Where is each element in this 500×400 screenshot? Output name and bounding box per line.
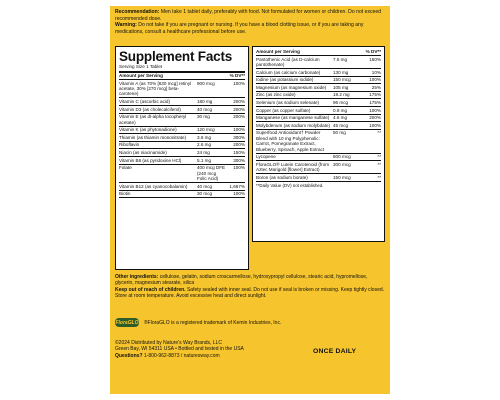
nutrient-dv: 175% (369, 99, 381, 105)
nutrient-name: Magnesium (as magnesium oxide) (256, 84, 327, 90)
nutrient-name: FloraGLO® Lutein Carotenoid (from Aztec Marigold [flower] Extract) (256, 161, 330, 173)
nutrient-dv: ** (377, 130, 381, 136)
nutrient-name: Selenium (as sodium selenate) (256, 99, 320, 105)
nutrient-name: Lycopene (256, 154, 276, 160)
nutrient-amount: 400 mcg DFE (240 mcg Folic Acid) (197, 165, 226, 181)
nutrient-row (119, 157, 245, 165)
nutrient-row (119, 183, 245, 191)
nutrient-dv: 300% (233, 157, 245, 163)
nutrient-row (256, 77, 381, 85)
nutrient-name: Biotin (119, 191, 131, 197)
warning: Warning: Do not take if you are pregnant or nursing. If you have a blood clotting issue, or if you are taking any medications, consult a healthcare professional before use. (115, 22, 364, 35)
nutrient-name: Folate (119, 165, 132, 171)
nutrient-row (119, 149, 245, 157)
nutrient-name: Riboflavin (119, 142, 140, 148)
nutrient-row (119, 165, 245, 183)
nutrient-amount: 3.6 mg (197, 134, 212, 140)
nutrient-name: Pantothenic Acid (as D-calcium pantothenate) (256, 56, 320, 67)
nutrient-name: Vitamin A (as 70% [630 mcg] retinyl acetate, 30% [270 mcg] beta-carotene) (119, 80, 192, 97)
other-info (115, 274, 385, 300)
facts-right-column (252, 46, 385, 242)
nutrient-row (119, 106, 245, 114)
facts-right-rows (256, 56, 381, 182)
nutrient-dv: 100% (369, 107, 381, 113)
nutrient-dv: 300% (233, 134, 245, 140)
nutrient-dv: 1,667% (229, 183, 245, 189)
nutrient-row (256, 107, 381, 115)
nutrient-amount: 24 mg (197, 149, 210, 155)
nutrient-amount: 30 mcg (197, 191, 213, 197)
product-label (110, 6, 390, 394)
nutrient-amount: 150 mcg (333, 77, 351, 83)
trademark-row (115, 318, 385, 327)
nutrient-name: Molybdenum (as sodium molybdate) (256, 122, 331, 128)
nutrient-name: Superfood Antioxidant† Powder Blend with 10 mg Polyphenolic: Carrot, Pomegranate Extract, Blueberry, Spinach, Apple Extract (256, 130, 325, 152)
nutrient-amount: 105 mg (333, 84, 349, 90)
nutrient-name: Vitamin C (ascorbic acid) (119, 99, 170, 104)
nutrient-row (256, 99, 381, 107)
nutrient-amount: 5.1 mg (197, 157, 212, 163)
nutrient-name: Copper (as copper sulfate) (256, 107, 311, 113)
nutrient-row (119, 98, 245, 106)
keep-out-of-reach: Keep out of reach of children. Safety sealed with inner seal. Do not use if seal is broken or missing. Keep tightly closed. Store at room temperature. Avoid excessive heat and direct sunlight. (115, 286, 385, 300)
facts-left-rows (119, 80, 245, 198)
nutrient-dv: 100% (233, 191, 245, 197)
nutrient-row (119, 142, 245, 150)
nutrient-amount: 130 mg (333, 69, 349, 75)
nutrient-dv: 200% (233, 99, 245, 104)
nutrient-name: Vitamin E (as dl-alpha tocopheryl acetate) (119, 114, 187, 125)
serving-size: Serving Size 1 Tablet (119, 64, 245, 73)
nutrient-row (256, 130, 381, 154)
questions-line: Questions? 1-800-962-8873 / naturesway.com (115, 352, 220, 359)
nutrient-name: Thiamin (as thiamin mononitrate) (119, 134, 187, 140)
distributor-info: ©2024 Distributed by Nature's Way Brands, LLC Green Bay, WI 54311 USA • Bottled and tested in the USA Questions? 1-800-962-8873 / naturesway.com (115, 340, 295, 359)
facts-header: Amount per Serving % DV** (119, 73, 245, 78)
nutrient-row (256, 115, 381, 123)
nutrient-amount: 30 mg (197, 114, 210, 120)
nutrient-name: Calcium (as calcium carbonate) (256, 69, 321, 75)
nutrient-amount: 180 mg (197, 99, 213, 104)
nutrient-dv: ** (377, 154, 381, 160)
nutrient-dv: 200% (369, 115, 381, 121)
nutrient-amount: 120 mcg (197, 127, 215, 133)
nutrient-name: Vitamin B12 (as cyanocobalamin) (119, 183, 188, 189)
nutrient-amount: 900 mcg (197, 80, 215, 86)
recommendation: Recommendation: Men take 1 tablet daily, preferably with food. Not formulated for women or children. Do not exceed recommended dose. (115, 9, 382, 22)
other-ingredients: Other ingredients: cellulose, gelatin, sodium croscarmellose, hydroxypropyl cellulose, stearic acid, hypromellose, glycerin, magnesium stearate, silica (115, 274, 368, 287)
nutrient-dv: 100% (233, 165, 245, 171)
nutrient-dv: 25% (371, 84, 381, 90)
facts-left-column (115, 46, 249, 270)
nutrient-dv: 150% (233, 149, 245, 155)
nutrient-amount: 96 mcg (333, 99, 349, 105)
nutrient-row (119, 191, 245, 199)
nutrient-name: Vitamin B6 (as pyridoxine HCl) (119, 157, 182, 163)
supplement-facts (115, 46, 385, 270)
nutrient-dv: 200% (233, 142, 245, 148)
nutrient-amount: 45 mcg (333, 122, 349, 128)
nutrient-row (256, 154, 381, 162)
nutrient-name: Vitamin D3 (as cholecalciferol) (119, 106, 181, 112)
nutrient-amount: 50 mg (333, 130, 346, 136)
top-instructions (115, 9, 385, 35)
nutrient-amount: 300 mcg (333, 161, 351, 167)
nutrient-row (119, 80, 245, 98)
nutrient-dv: 200% (233, 106, 245, 112)
once-daily-badge: ONCE DAILY (313, 348, 357, 355)
nutrient-row (256, 84, 381, 92)
nutrient-amount: 40 mcg (197, 183, 213, 189)
nutrient-amount: 7.5 mg (333, 56, 348, 62)
nutrient-dv: 10% (371, 69, 381, 75)
nutrient-dv: 200% (233, 114, 245, 120)
nutrient-row (256, 174, 381, 182)
nutrient-amount: 150 mcg (333, 174, 351, 180)
nutrient-dv: ** (377, 161, 381, 167)
nutrient-row (256, 56, 381, 69)
facts-title: Supplement Facts (119, 49, 233, 64)
nutrient-dv: ** (377, 174, 381, 180)
nutrient-row (119, 114, 245, 127)
nutrient-amount: 40 mcg (197, 106, 213, 112)
nutrient-amount: 2.6 mg (197, 142, 212, 148)
nutrient-dv: 100% (369, 77, 381, 83)
nutrient-name: Niacin (as niacinamide) (119, 149, 167, 155)
nutrient-row (256, 69, 381, 77)
nutrient-row (256, 161, 381, 174)
nutrient-dv: 175% (369, 92, 381, 98)
nutrient-dv: 100% (233, 80, 245, 86)
nutrient-dv: 100% (369, 122, 381, 128)
facts-header-right: Amount per Serving % DV** (256, 49, 381, 54)
nutrient-row (256, 92, 381, 100)
nutrient-row (119, 134, 245, 142)
nutrient-dv: 100% (233, 127, 245, 133)
dv-footnote: **Daily Value (DV) not established. (256, 182, 324, 188)
nutrient-dv: 150% (369, 56, 381, 62)
nutrient-name: Zinc (as zinc oxide) (256, 92, 296, 98)
floraglo-logo: FloraGLO (115, 319, 139, 326)
nutrient-amount: 0.9 mg (333, 107, 348, 113)
nutrient-name: Boron (as sodium borate) (256, 174, 308, 180)
nutrient-row (256, 122, 381, 130)
nutrient-name: Iodine (as potassium iodide) (256, 77, 314, 83)
nutrient-amount: 600 mcg (333, 154, 351, 160)
trademark-text: ®FloraGLO is a registered trademark of Kemin Industries, Inc. (144, 319, 282, 326)
nutrient-name: Vitamin K (as phytonadione) (119, 127, 177, 133)
nutrient-name: Manganese (as manganese sulfate) (256, 115, 330, 121)
nutrient-amount: 19.2 mg (333, 92, 350, 98)
nutrient-amount: 4.6 mg (333, 115, 348, 121)
nutrient-row (119, 127, 245, 135)
